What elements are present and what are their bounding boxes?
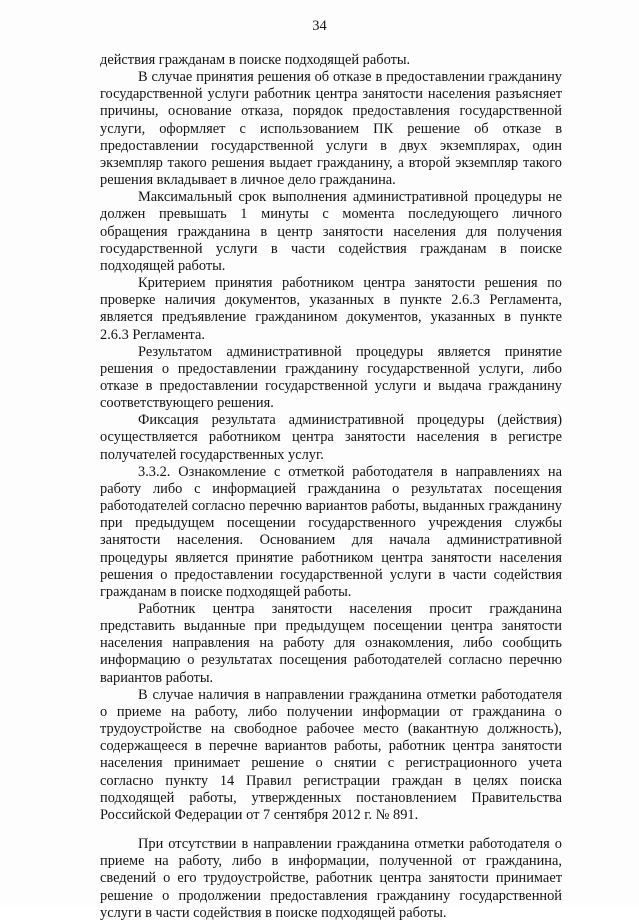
paragraph-continuation: действия гражданам в поиске подходящей работы. <box>100 52 411 68</box>
paragraph-result-recording: Фиксация результата административной процедуры (действия) осуществляется работником центра занятости населения в регистре получателей государственных услуг. <box>100 412 562 463</box>
paragraph-procedure-result: Результатом административной процедуры является принятие решения о предоставлении гражданину государственной услуги, либо отказе в предоставлении государственной услуги и выдача гражданину соответствующего решения. <box>100 343 562 412</box>
paragraph-employer-mark-present: В случае наличия в направлении гражданина отметки работодателя о приеме на работу, либо получении информации от гражданина о трудоустройстве на свободное рабочее место (вакантную должность), содержащееся в перечне вариантов работы, работник центра занятости населения принимает решение о снятии с регистрационного учета согласно пункту 14 Правил регистрации граждан в целях поиска подходящей работы, утвержденных постановлением Правительства Российской Федерации от 7 сентября 2012 г. № 891. <box>100 686 562 823</box>
paragraph-employer-mark-absent: При отсутствии в направлении гражданина отметки работодателя о приеме на работу, либо в информации, полученной от гражданина, сведений о его трудоустройстве, работник центра занятости принимает решение о продолжении предоставления гражданину государственной услуги в части содействия в поиске подходящей работы. <box>100 836 562 921</box>
page-number: 34 <box>312 18 327 34</box>
paragraph-section-3-3-2: 3.3.2. Ознакомление с отметкой работодателя в направлениях на работу либо с информацией гражданина о результатах посещения работодателей согласно перечню вариантов работы, выданных гражданину при предыдущем посещении государственного учреждения службы занятости населения. Основанием для начала административной процедуры является принятие работником центра занятости населения решения о предоставлении государственной услуги в части содействия гражданам в поиске подходящей работы. <box>100 463 562 600</box>
paragraph-refusal-decision: В случае принятия решения об отказе в предоставлении гражданину государственной услуги работник центра занятости населения разъясняет причины, основание отказа, порядок предоставления государственной услуги, оформляет с использованием ПК решение об отказе в предоставлении государственной услуги в двух экземплярах, один экземпляр такого решения выдает гражданину, а второй экземпляр такого решения вкладывает в личное дело гражданина. <box>100 69 562 189</box>
paragraph-max-duration: Максимальный срок выполнения административной процедуры не должен превышать 1 минуты с момента последующего личного обращения гражданина в центр занятости населения для получения государственной услуги в части содействия гражданам в поиске подходящей работы. <box>100 189 562 274</box>
paragraph-decision-criterion: Критерием принятия работником центра занятости решения по проверке наличия документов, указанных в пункте 2.6.3 Регламента, является предъявление гражданином документов, указанных в пункте 2.6.3 Регламента. <box>100 275 562 343</box>
paragraph-request-documents: Работник центра занятости населения просит гражданина представить выданные при предыдущем посещении центра занятости населения направления на работу для ознакомления, либо сообщить информацию о результатах посещения работодателей согласно перечню вариантов работы. <box>100 601 562 686</box>
document-body <box>100 52 562 922</box>
